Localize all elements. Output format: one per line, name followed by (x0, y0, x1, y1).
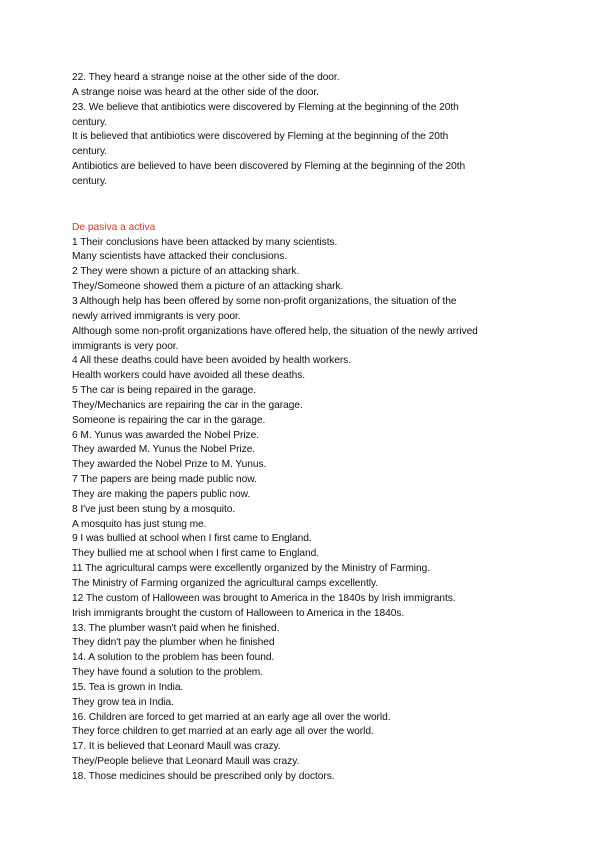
text-line: immigrants is very poor. (72, 340, 179, 352)
text-line: 8 I've just been stung by a mosquito. (72, 503, 236, 515)
text-line: 15. Tea is grown in India. (72, 681, 184, 693)
text-line: Health workers could have avoided all these deaths. (72, 370, 306, 382)
text-line: Many scientists have attacked their conclusions. (72, 251, 288, 263)
text-line: 5 The car is being repaired in the garage. (72, 385, 257, 397)
text-line: Although some non-profit organizations have offered help, the situation of the newly arrived (72, 325, 478, 337)
text-line: century. (72, 175, 108, 187)
text-line: 17. It is believed that Leonard Maull was crazy. (72, 741, 281, 753)
text-line: A strange noise was heard at the other side of the door. (72, 86, 319, 98)
text-line: 4 All these deaths could have been avoided by health workers. (72, 355, 351, 367)
text-line: 3 Although help has been offered by some non-profit organizations, the situation of the (72, 295, 457, 307)
text-line: They have found a solution to the problem. (72, 667, 264, 679)
text-line: 12 The custom of Halloween was brought to America in the 1840s by Irish immigrants. (72, 592, 456, 604)
text-line: They grow tea in India. (72, 696, 174, 708)
text-line: The Ministry of Farming organized the agricultural camps excellently. (72, 578, 379, 589)
text-line: They are making the papers public now. (72, 488, 251, 500)
section-spacer (72, 190, 542, 221)
text-line: They awarded M. Yunus the Nobel Prize. (72, 444, 256, 456)
text-line: newly arrived immigrants is very poor. (72, 310, 241, 322)
text-line: They bullied me at school when I first came to England. (72, 548, 319, 560)
text-line: They/Someone showed them a picture of an attacking shark. (72, 281, 344, 293)
text-line: A mosquito has just stung me. (72, 518, 207, 530)
text-line: Someone is repairing the car in the garage. (72, 414, 266, 426)
text-line: 23. We believe that antibiotics were discovered by Fleming at the beginning of the 20th (72, 101, 459, 113)
text-line: 6 M. Yunus was awarded the Nobel Prize. (72, 429, 260, 441)
passive-to-active-exercises (72, 236, 542, 785)
document-page (72, 71, 542, 785)
text-line: 22. They heard a strange noise at the other side of the door. (72, 72, 340, 83)
text-line: 2 They were shown a picture of an attacking shark. (72, 266, 300, 278)
text-line: They/People believe that Leonard Maull was crazy. (72, 756, 300, 768)
text-line: century. (72, 116, 108, 128)
text-line: They/Mechanics are repairing the car in the garage. (72, 399, 303, 411)
text-line: 18. Those medicines should be prescribed only by doctors. (72, 770, 335, 782)
top-exercise-block (72, 71, 542, 190)
text-line: 11 The agricultural camps were excellently organized by the Ministry of Farming. (72, 563, 431, 575)
text-line: 13. The plumber wasn't paid when he finished. (72, 622, 280, 634)
text-line: They didn't pay the plumber when he finished (72, 637, 275, 649)
section-heading: De pasiva a activa (72, 221, 156, 233)
text-line: Irish immigrants brought the custom of Halloween to America in the 1840s. (72, 607, 405, 619)
text-line: It is believed that antibiotics were discovered by Fleming at the beginning of the 20th (72, 131, 449, 143)
text-line: century. (72, 146, 108, 158)
text-line: 14. A solution to the problem has been found. (72, 652, 275, 664)
text-line: 9 I was bullied at school when I first came to England. (72, 533, 312, 545)
text-line: Antibiotics are believed to have been discovered by Fleming at the beginning of the 20th (72, 161, 466, 173)
text-line: They force children to get married at an early age all over the world. (72, 726, 374, 738)
text-line: 1 Their conclusions have been attacked by many scientists. (72, 236, 338, 248)
text-line: They awarded the Nobel Prize to M. Yunus. (72, 459, 267, 471)
text-line: 16. Children are forced to get married at an early age all over the world. (72, 711, 391, 723)
text-line: 7 The papers are being made public now. (72, 474, 257, 486)
